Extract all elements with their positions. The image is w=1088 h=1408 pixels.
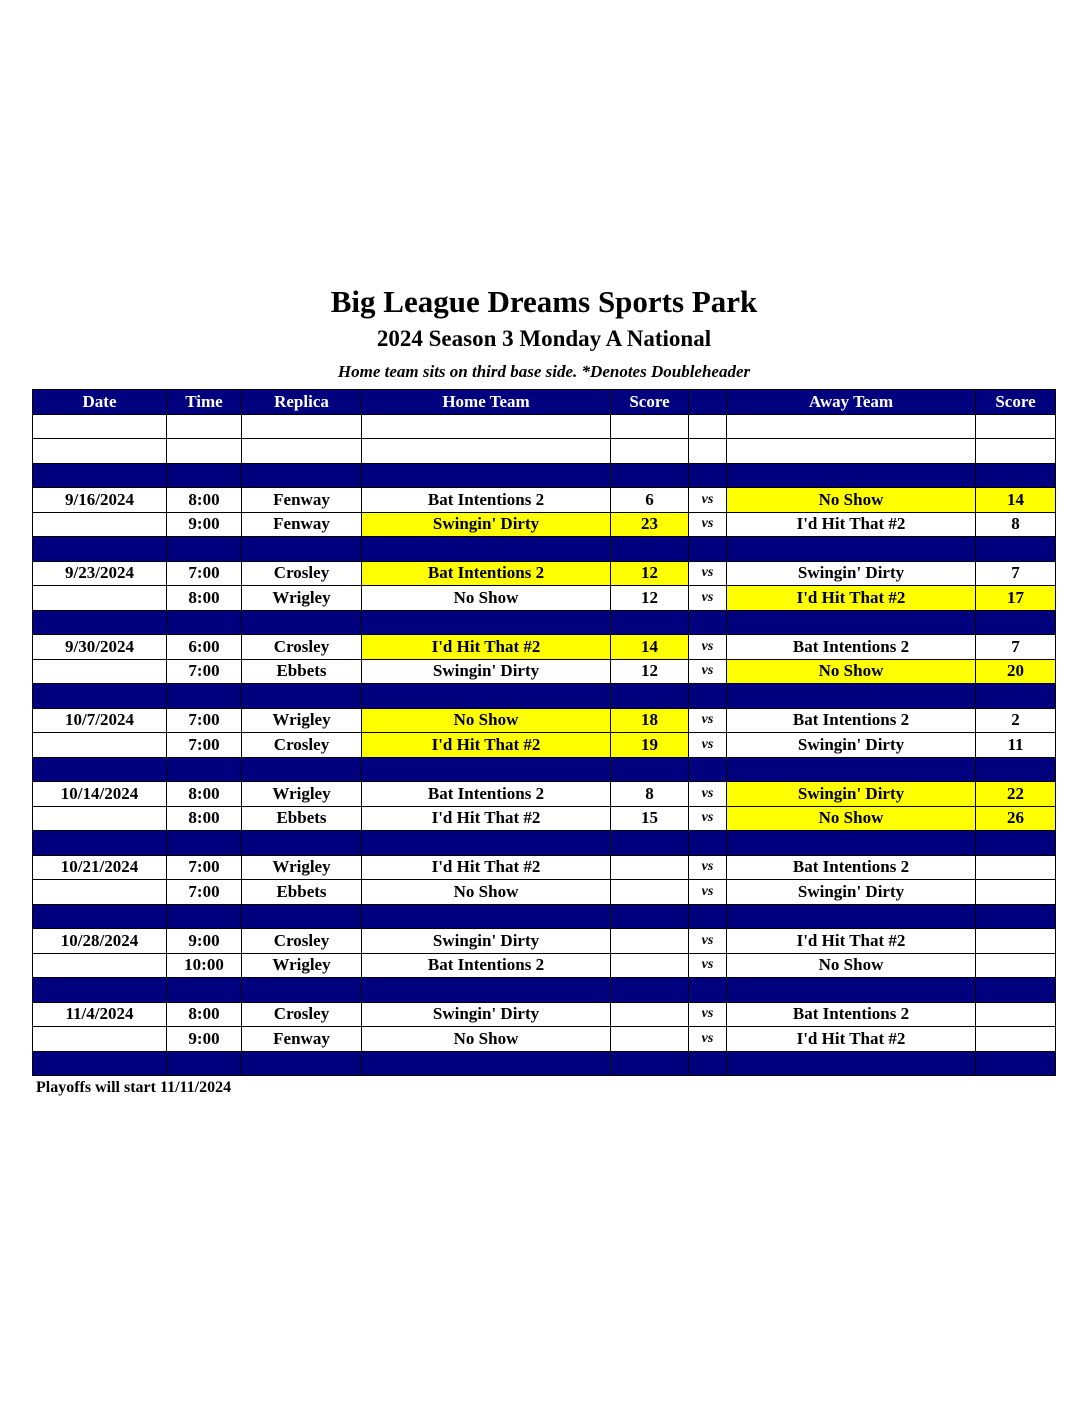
replica-cell	[242, 757, 362, 782]
replica-cell	[242, 978, 362, 1003]
time-cell: 7:00	[167, 561, 242, 586]
home-score-cell: 12	[611, 561, 689, 586]
date-cell	[33, 610, 167, 635]
home-team-cell: No Show	[362, 708, 611, 733]
vs-cell: vs	[689, 561, 727, 586]
date-cell	[33, 463, 167, 488]
date-cell: 11/4/2024	[33, 1002, 167, 1027]
home-score-cell: 15	[611, 806, 689, 831]
home-score-cell	[611, 1051, 689, 1076]
away-score-cell	[976, 929, 1056, 954]
away-team-cell	[727, 904, 976, 929]
away-score-cell	[976, 1051, 1056, 1076]
away-team-cell: No Show	[727, 488, 976, 513]
vs-cell	[689, 757, 727, 782]
date-cell	[33, 684, 167, 709]
away-team-cell: Swingin' Dirty	[727, 561, 976, 586]
date-cell	[33, 512, 167, 537]
away-team-cell: No Show	[727, 953, 976, 978]
time-cell: 8:00	[167, 586, 242, 611]
vs-cell	[689, 610, 727, 635]
table-row	[33, 1002, 1056, 1027]
time-cell	[167, 439, 242, 464]
away-team-cell: Bat Intentions 2	[727, 635, 976, 660]
away-team-cell	[727, 463, 976, 488]
away-team-cell: I'd Hit That #2	[727, 512, 976, 537]
away-score-cell: 20	[976, 659, 1056, 684]
table-row	[33, 855, 1056, 880]
vs-cell	[689, 1051, 727, 1076]
home-score-cell: 12	[611, 586, 689, 611]
home-team-cell: No Show	[362, 586, 611, 611]
table-row	[33, 782, 1056, 807]
home-team-cell	[362, 1051, 611, 1076]
table-row	[33, 635, 1056, 660]
home-team-cell	[362, 463, 611, 488]
time-cell	[167, 684, 242, 709]
vs-cell	[689, 414, 727, 439]
away-team-cell	[727, 537, 976, 562]
home-score-cell	[611, 439, 689, 464]
time-cell	[167, 978, 242, 1003]
vs-cell: vs	[689, 659, 727, 684]
date-cell	[33, 880, 167, 905]
home-team-cell: Bat Intentions 2	[362, 782, 611, 807]
away-team-cell: I'd Hit That #2	[727, 586, 976, 611]
away-team-cell: No Show	[727, 806, 976, 831]
home-team-cell: Swingin' Dirty	[362, 929, 611, 954]
away-score-cell	[976, 953, 1056, 978]
replica-cell: Fenway	[242, 1027, 362, 1052]
vs-cell	[689, 831, 727, 856]
separator-row	[33, 684, 1056, 709]
home-score-cell	[611, 953, 689, 978]
home-score-cell	[611, 929, 689, 954]
away-score-cell: 17	[976, 586, 1056, 611]
away-score-cell	[976, 610, 1056, 635]
time-cell: 7:00	[167, 708, 242, 733]
time-cell: 7:00	[167, 659, 242, 684]
time-cell	[167, 610, 242, 635]
home-score-cell	[611, 414, 689, 439]
vs-cell	[689, 439, 727, 464]
home-score-cell: 23	[611, 512, 689, 537]
date-cell	[33, 733, 167, 758]
vs-cell	[689, 978, 727, 1003]
home-team-cell	[362, 684, 611, 709]
away-score-cell: 2	[976, 708, 1056, 733]
table-row	[33, 512, 1056, 537]
table-row	[33, 929, 1056, 954]
date-cell	[33, 537, 167, 562]
replica-cell	[242, 537, 362, 562]
table-header-row	[33, 390, 1056, 415]
replica-cell: Ebbets	[242, 659, 362, 684]
away-score-cell: 8	[976, 512, 1056, 537]
vs-cell: vs	[689, 488, 727, 513]
home-team-cell: I'd Hit That #2	[362, 733, 611, 758]
time-cell	[167, 537, 242, 562]
date-cell	[33, 586, 167, 611]
separator-row	[33, 463, 1056, 488]
home-team-cell	[362, 439, 611, 464]
away-team-cell	[727, 610, 976, 635]
separator-row	[33, 757, 1056, 782]
replica-cell	[242, 1051, 362, 1076]
away-score-cell: 22	[976, 782, 1056, 807]
date-cell	[33, 414, 167, 439]
home-team-cell: Swingin' Dirty	[362, 512, 611, 537]
time-cell	[167, 1051, 242, 1076]
time-cell: 9:00	[167, 929, 242, 954]
replica-cell: Wrigley	[242, 586, 362, 611]
vs-cell: vs	[689, 929, 727, 954]
col-header-replica: Replica	[242, 390, 362, 415]
away-team-cell: Bat Intentions 2	[727, 708, 976, 733]
col-header-date: Date	[33, 390, 167, 415]
home-score-cell	[611, 880, 689, 905]
col-header-away-score: Score	[976, 390, 1056, 415]
vs-cell	[689, 684, 727, 709]
table-row	[33, 561, 1056, 586]
date-cell	[33, 1051, 167, 1076]
time-cell: 8:00	[167, 488, 242, 513]
separator-row	[33, 537, 1056, 562]
home-score-cell: 18	[611, 708, 689, 733]
away-team-cell: Bat Intentions 2	[727, 855, 976, 880]
away-team-cell	[727, 831, 976, 856]
away-score-cell: 14	[976, 488, 1056, 513]
replica-cell	[242, 463, 362, 488]
away-team-cell	[727, 978, 976, 1003]
home-score-cell	[611, 757, 689, 782]
time-cell	[167, 463, 242, 488]
replica-cell: Crosley	[242, 635, 362, 660]
blank-row	[33, 414, 1056, 439]
time-cell	[167, 831, 242, 856]
home-team-cell	[362, 831, 611, 856]
separator-row	[33, 610, 1056, 635]
page-note: Home team sits on third base side. *Denotes Doubleheader	[337, 362, 751, 381]
away-score-cell	[976, 1002, 1056, 1027]
date-cell	[33, 1027, 167, 1052]
away-team-cell: Swingin' Dirty	[727, 880, 976, 905]
home-team-cell: I'd Hit That #2	[362, 855, 611, 880]
table-row	[33, 880, 1056, 905]
date-cell	[33, 978, 167, 1003]
col-header-home-team: Home Team	[362, 390, 611, 415]
vs-cell: vs	[689, 1027, 727, 1052]
replica-cell: Wrigley	[242, 953, 362, 978]
col-header-vs	[689, 390, 727, 415]
away-team-cell	[727, 414, 976, 439]
date-cell	[33, 659, 167, 684]
away-team-cell: Swingin' Dirty	[727, 733, 976, 758]
vs-cell: vs	[689, 880, 727, 905]
home-team-cell	[362, 757, 611, 782]
home-score-cell: 19	[611, 733, 689, 758]
replica-cell: Crosley	[242, 561, 362, 586]
date-cell	[33, 953, 167, 978]
away-score-cell	[976, 757, 1056, 782]
away-team-cell: Swingin' Dirty	[727, 782, 976, 807]
away-team-cell: Bat Intentions 2	[727, 1002, 976, 1027]
home-team-cell	[362, 978, 611, 1003]
time-cell: 7:00	[167, 733, 242, 758]
vs-cell	[689, 904, 727, 929]
away-team-cell	[727, 757, 976, 782]
date-cell: 9/16/2024	[33, 488, 167, 513]
page-title: Big League Dreams Sports Park	[330, 284, 758, 319]
home-score-cell	[611, 537, 689, 562]
vs-cell	[689, 537, 727, 562]
separator-row	[33, 978, 1056, 1003]
time-cell	[167, 904, 242, 929]
away-score-cell	[976, 537, 1056, 562]
time-cell: 10:00	[167, 953, 242, 978]
home-score-cell: 6	[611, 488, 689, 513]
replica-cell: Wrigley	[242, 782, 362, 807]
away-score-cell: 26	[976, 806, 1056, 831]
time-cell: 8:00	[167, 782, 242, 807]
home-team-cell	[362, 414, 611, 439]
vs-cell: vs	[689, 806, 727, 831]
home-score-cell: 14	[611, 635, 689, 660]
home-team-cell: Swingin' Dirty	[362, 659, 611, 684]
replica-cell	[242, 439, 362, 464]
date-cell	[33, 439, 167, 464]
home-score-cell	[611, 978, 689, 1003]
away-score-cell: 7	[976, 561, 1056, 586]
home-team-cell: Bat Intentions 2	[362, 488, 611, 513]
time-cell	[167, 414, 242, 439]
time-cell	[167, 757, 242, 782]
home-team-cell: No Show	[362, 1027, 611, 1052]
time-cell: 9:00	[167, 1027, 242, 1052]
away-team-cell: I'd Hit That #2	[727, 1027, 976, 1052]
home-team-cell: Swingin' Dirty	[362, 1002, 611, 1027]
away-score-cell	[976, 1027, 1056, 1052]
vs-cell: vs	[689, 1002, 727, 1027]
away-team-cell: I'd Hit That #2	[727, 929, 976, 954]
home-score-cell	[611, 831, 689, 856]
date-cell: 10/14/2024	[33, 782, 167, 807]
col-header-away-team: Away Team	[727, 390, 976, 415]
table-row	[33, 806, 1056, 831]
table-row	[33, 659, 1056, 684]
home-team-cell: Bat Intentions 2	[362, 953, 611, 978]
page-subtitle: 2024 Season 3 Monday A National	[376, 326, 712, 351]
away-score-cell	[976, 831, 1056, 856]
home-score-cell	[611, 463, 689, 488]
home-team-cell	[362, 610, 611, 635]
home-team-cell: I'd Hit That #2	[362, 806, 611, 831]
replica-cell: Crosley	[242, 733, 362, 758]
table-row	[33, 708, 1056, 733]
date-cell	[33, 904, 167, 929]
date-cell: 10/21/2024	[33, 855, 167, 880]
away-score-cell	[976, 684, 1056, 709]
vs-cell: vs	[689, 708, 727, 733]
home-score-cell	[611, 610, 689, 635]
home-score-cell: 8	[611, 782, 689, 807]
away-team-cell	[727, 1051, 976, 1076]
time-cell: 8:00	[167, 806, 242, 831]
replica-cell: Fenway	[242, 488, 362, 513]
time-cell: 7:00	[167, 880, 242, 905]
replica-cell: Ebbets	[242, 806, 362, 831]
replica-cell	[242, 684, 362, 709]
home-score-cell	[611, 904, 689, 929]
time-cell: 8:00	[167, 1002, 242, 1027]
vs-cell: vs	[689, 782, 727, 807]
home-score-cell	[611, 684, 689, 709]
home-score-cell	[611, 1002, 689, 1027]
schedule-body	[33, 414, 1056, 1076]
table-row	[33, 488, 1056, 513]
vs-cell: vs	[689, 512, 727, 537]
home-score-cell	[611, 855, 689, 880]
date-cell	[33, 806, 167, 831]
home-team-cell	[362, 537, 611, 562]
playoffs-note: Playoffs will start 11/11/2024	[36, 1079, 232, 1096]
separator-row	[33, 831, 1056, 856]
date-cell	[33, 831, 167, 856]
away-score-cell	[976, 414, 1056, 439]
replica-cell: Wrigley	[242, 855, 362, 880]
home-score-cell	[611, 1027, 689, 1052]
home-team-cell	[362, 904, 611, 929]
vs-cell: vs	[689, 953, 727, 978]
table-row	[33, 586, 1056, 611]
home-team-cell: No Show	[362, 880, 611, 905]
replica-cell: Fenway	[242, 512, 362, 537]
replica-cell	[242, 904, 362, 929]
away-score-cell: 7	[976, 635, 1056, 660]
replica-cell	[242, 610, 362, 635]
away-score-cell: 11	[976, 733, 1056, 758]
col-header-home-score: Score	[611, 390, 689, 415]
table-row	[33, 1027, 1056, 1052]
away-team-cell: No Show	[727, 659, 976, 684]
home-team-cell: I'd Hit That #2	[362, 635, 611, 660]
away-team-cell	[727, 684, 976, 709]
date-cell: 10/7/2024	[33, 708, 167, 733]
col-header-time: Time	[167, 390, 242, 415]
away-score-cell	[976, 978, 1056, 1003]
replica-cell	[242, 831, 362, 856]
schedule-table	[32, 389, 1056, 1076]
time-cell: 7:00	[167, 855, 242, 880]
replica-cell: Wrigley	[242, 708, 362, 733]
vs-cell: vs	[689, 855, 727, 880]
away-team-cell	[727, 439, 976, 464]
replica-cell: Crosley	[242, 1002, 362, 1027]
vs-cell: vs	[689, 733, 727, 758]
date-cell	[33, 757, 167, 782]
table-row	[33, 733, 1056, 758]
time-cell: 9:00	[167, 512, 242, 537]
replica-cell: Ebbets	[242, 880, 362, 905]
away-score-cell	[976, 855, 1056, 880]
vs-cell: vs	[689, 586, 727, 611]
vs-cell	[689, 463, 727, 488]
separator-row	[33, 1051, 1056, 1076]
away-score-cell	[976, 463, 1056, 488]
date-cell: 10/28/2024	[33, 929, 167, 954]
time-cell: 6:00	[167, 635, 242, 660]
replica-cell: Crosley	[242, 929, 362, 954]
table-row	[33, 953, 1056, 978]
vs-cell: vs	[689, 635, 727, 660]
home-score-cell: 12	[611, 659, 689, 684]
away-score-cell	[976, 880, 1056, 905]
home-team-cell: Bat Intentions 2	[362, 561, 611, 586]
blank-row	[33, 439, 1056, 464]
date-cell: 9/30/2024	[33, 635, 167, 660]
away-score-cell	[976, 439, 1056, 464]
separator-row	[33, 904, 1056, 929]
away-score-cell	[976, 904, 1056, 929]
replica-cell	[242, 414, 362, 439]
date-cell: 9/23/2024	[33, 561, 167, 586]
